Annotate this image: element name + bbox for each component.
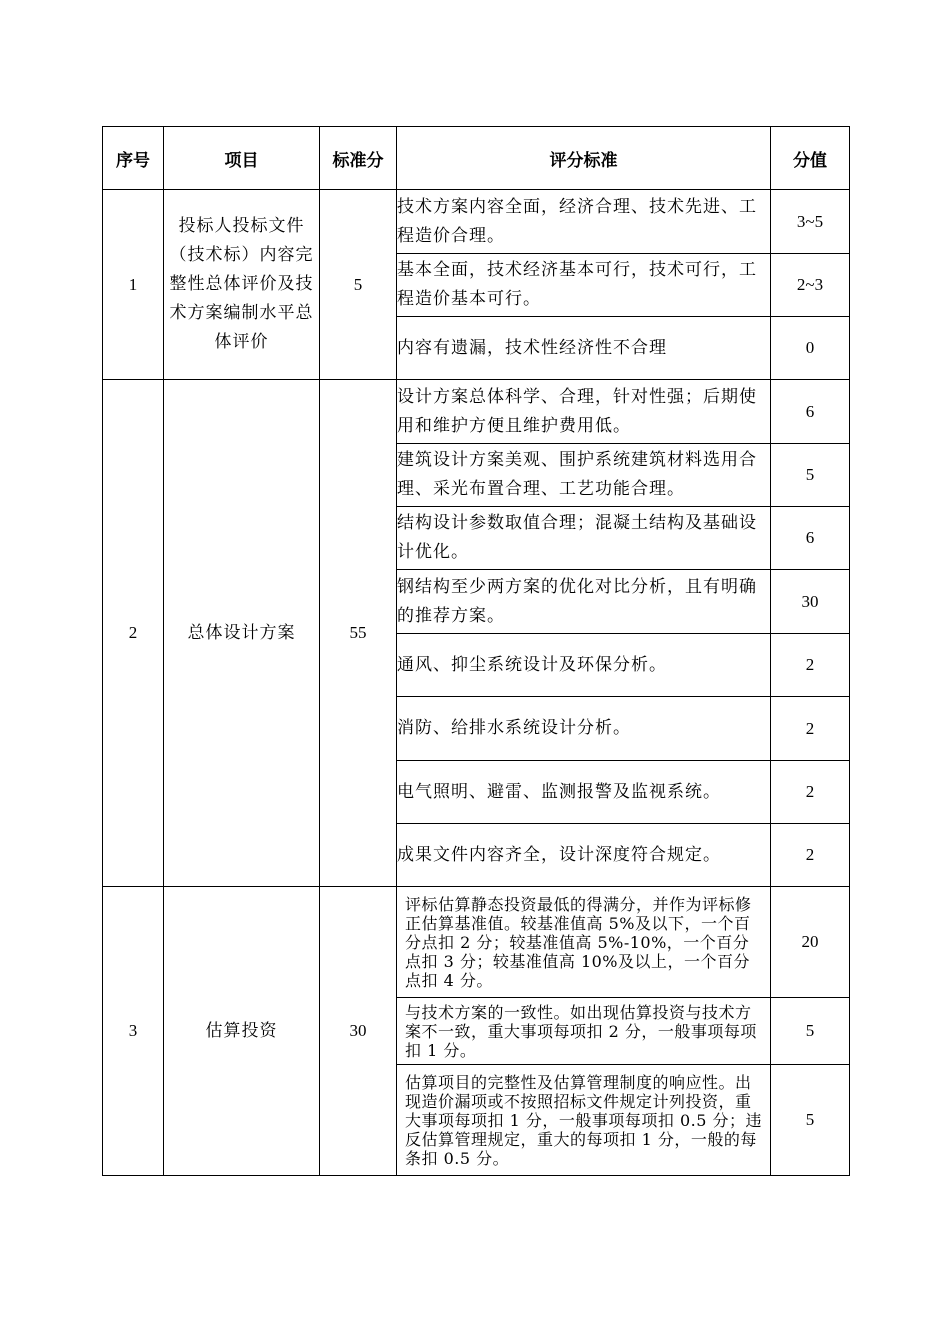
criteria-cell: 结构设计参数取值合理；混凝土结构及基础设计优化。 [397,507,771,570]
criteria-cell: 钢结构至少两方案的优化对比分析，且有明确的推荐方案。 [397,570,771,634]
criteria-cell: 技术方案内容全面，经济合理、技术先进、工程造价合理。 [397,190,771,254]
group-2-standard-score: 55 [320,380,397,887]
score-cell: 6 [771,380,850,444]
criteria-cell: 消防、给排水系统设计分析。 [397,697,771,761]
group-3-item: 估算投资 [164,887,320,1176]
table-header-row [103,127,850,190]
table-row [103,190,850,254]
table-row [103,380,850,444]
header-standard-score: 标准分 [320,127,397,190]
score-cell: 5 [771,998,850,1065]
group-2-item: 总体设计方案 [164,380,320,887]
criteria-cell: 基本全面，技术经济基本可行，技术可行，工程造价基本可行。 [397,254,771,317]
score-cell: 0 [771,317,850,380]
score-cell: 2 [771,824,850,887]
group-1-standard-score: 5 [320,190,397,380]
header-score: 分值 [771,127,850,190]
group-3-standard-score: 30 [320,887,397,1176]
group-1-seq: 1 [103,190,164,380]
score-cell: 20 [771,887,850,998]
score-cell: 5 [771,1065,850,1176]
criteria-cell: 估算项目的完整性及估算管理制度的响应性。出现造价漏项或不按照招标文件规定计列投资，重大事项每项扣 1 分，一般事项每项扣 0.5 分；违反估算管理规定，重大的每项扣 1 分，一般的每条扣 0.5 分。 [397,1065,771,1176]
criteria-cell: 成果文件内容齐全，设计深度符合规定。 [397,824,771,887]
header-criteria: 评分标准 [397,127,771,190]
score-cell: 5 [771,444,850,507]
criteria-cell: 建筑设计方案美观、围护系统建筑材料选用合理、采光布置合理、工艺功能合理。 [397,444,771,507]
score-cell: 3~5 [771,190,850,254]
table-row [103,887,850,998]
criteria-cell: 与技术方案的一致性。如出现估算投资与技术方案不一致，重大事项每项扣 2 分，一般事项每项扣 1 分。 [397,998,771,1065]
criteria-cell: 电气照明、避雷、监测报警及监视系统。 [397,761,771,824]
group-3-seq: 3 [103,887,164,1176]
criteria-cell: 评标估算静态投资最低的得满分，并作为评标修正估算基准值。较基准值高 5%及以下，一个百分点扣 2 分；较基准值高 5%-10%，一个百分点扣 3 分；较基准值高 10%及以上，一个百分点扣 4 分。 [397,887,771,998]
score-cell: 6 [771,507,850,570]
criteria-cell: 内容有遗漏，技术性经济性不合理 [397,317,771,380]
score-cell: 2 [771,697,850,761]
scoring-table [102,126,850,1176]
header-seq: 序号 [103,127,164,190]
score-cell: 2 [771,761,850,824]
score-cell: 30 [771,570,850,634]
group-2-seq: 2 [103,380,164,887]
header-item: 项目 [164,127,320,190]
score-cell: 2 [771,634,850,697]
score-cell: 2~3 [771,254,850,317]
group-1-item: 投标人投标文件（技术标）内容完整性总体评价及技术方案编制水平总体评价 [164,190,320,380]
criteria-cell: 通风、抑尘系统设计及环保分析。 [397,634,771,697]
criteria-cell: 设计方案总体科学、合理，针对性强；后期使用和维护方便且维护费用低。 [397,380,771,444]
